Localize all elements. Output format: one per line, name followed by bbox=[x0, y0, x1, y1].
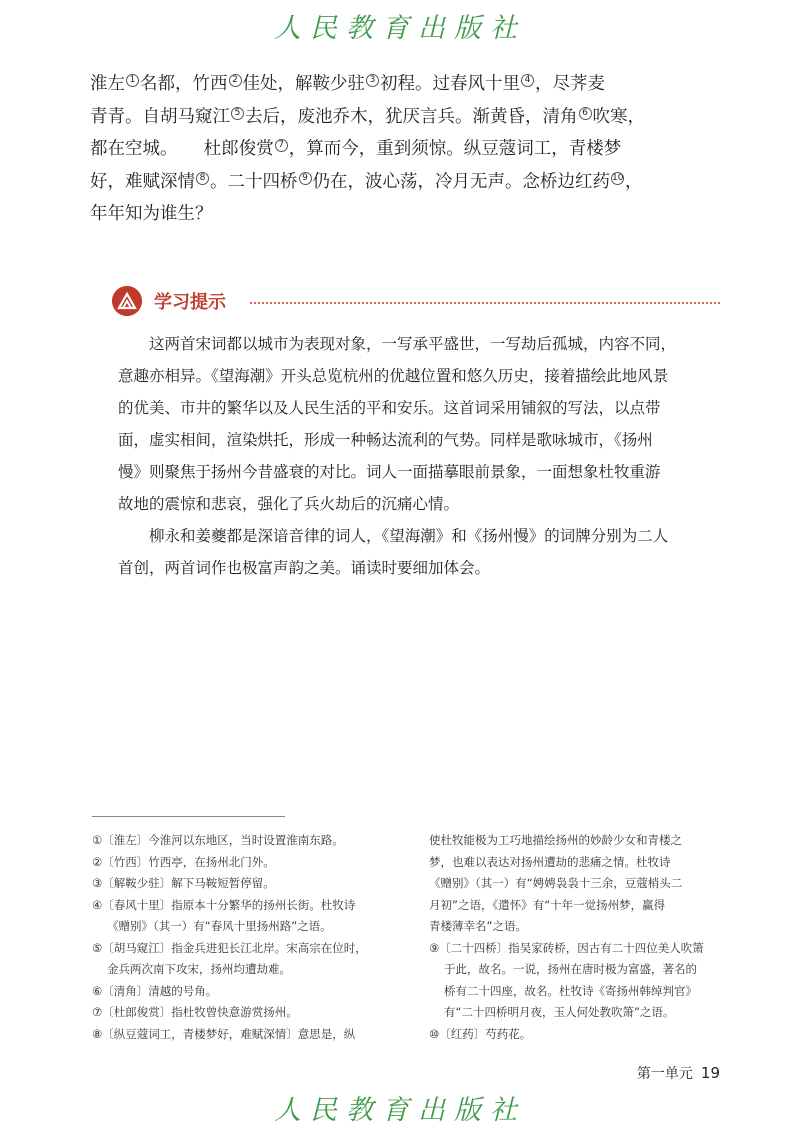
poem-text-run: 淮左 bbox=[90, 74, 125, 94]
study-tips-header bbox=[112, 286, 722, 318]
poem-text-run: 好，难赋深情 bbox=[90, 171, 195, 192]
page-footer bbox=[637, 1063, 720, 1083]
footnote-line: 桥有二十四座，故名。杜牧诗《寄扬州韩绰判官》 bbox=[444, 983, 697, 998]
poem-text bbox=[90, 68, 645, 231]
dotted-divider bbox=[250, 302, 720, 304]
poem-text-run: 吹寒， bbox=[592, 106, 645, 127]
poem-line bbox=[90, 133, 622, 166]
text-line: 慢》则聚焦于扬州今昔盛衰的对比。词人一面描摹眼前景象，一面想象杜牧重游 bbox=[118, 463, 661, 481]
poem-text-run: ，尽荠麦 bbox=[535, 74, 605, 94]
text-line: 首创，两首词作也极富声韵之美。诵读时要细加体会。 bbox=[118, 559, 491, 577]
study-tips-title: 学习提示 bbox=[154, 292, 226, 313]
text-line: 意趣亦相异。《望海潮》开头总览杭州的优越位置和悠久历史，接着描绘此地风景 bbox=[118, 367, 669, 385]
footnote-line: ⑥〔清角〕清越的号角。 bbox=[92, 983, 218, 998]
footnote-divider bbox=[92, 816, 285, 817]
footnote-line: 《赠别》（其一）有“春风十里扬州路”之语。 bbox=[107, 919, 332, 933]
footnote-marker[interactable]: 7 bbox=[275, 139, 288, 152]
footnote-line: ⑦〔杜郎俊赏〕指杜牧曾快意游赏扬州。 bbox=[92, 1005, 298, 1019]
text-line: 面，虚实相间，渲染烘托，形成一种畅达流利的气势。同样是歌咏城市，《扬州 bbox=[118, 431, 653, 449]
footnote-line: 《赠别》（其一）有“娉娉袅袅十三余，豆蔻梢头二 bbox=[429, 876, 683, 890]
study-tips-icon bbox=[112, 286, 142, 316]
tips-paragraph-2 bbox=[118, 520, 696, 584]
footnote-marker[interactable]: 2 bbox=[229, 74, 242, 87]
poem-text-run: ， bbox=[625, 171, 643, 192]
text-line: 这两首宋词都以城市为表现对象，一写承平盛世，一写劫后孤城，内容不同， bbox=[118, 335, 677, 353]
footnote-line: 青楼薄幸名”之语。 bbox=[429, 919, 527, 933]
poem-text-run: 初程。过春风十里 bbox=[380, 74, 520, 94]
footnote-line: 于此，故名。一说，扬州在唐时极为富盛，著名的 bbox=[444, 962, 697, 976]
footnote-marker[interactable]: 6 bbox=[579, 107, 592, 120]
footnote-marker[interactable]: 4 bbox=[521, 74, 534, 87]
unit-label: 第一单元 bbox=[636, 1066, 693, 1082]
poem-text-run: 名都，竹西 bbox=[140, 74, 228, 94]
poem-text-run: 。二十四桥 bbox=[210, 171, 298, 192]
footnote-line: 有“二十四桥明月夜，玉人何处教吹箫”之语。 bbox=[444, 1005, 675, 1019]
footnotes-left-column bbox=[92, 830, 422, 1045]
poem-text-run: ，算而今，重到须惊。纵豆蔻词工，青楼梦 bbox=[288, 139, 622, 159]
poem-line bbox=[90, 166, 643, 199]
footnote-marker[interactable]: 8 bbox=[196, 172, 209, 185]
footnote-line: ②〔竹西〕竹西亭，在扬州北门外。 bbox=[92, 854, 275, 869]
footnote-marker[interactable]: 3 bbox=[366, 74, 379, 87]
footnote-line: ⑧〔纵豆蔻词工，青楼梦好，难赋深情〕意思是，纵 bbox=[92, 1026, 356, 1041]
footnote-line: ⑩〔红药〕芍药花。 bbox=[429, 1026, 532, 1041]
footnote-line: ⑤〔胡马窥江〕指金兵进犯长江北岸。宋高宗在位时， bbox=[92, 940, 367, 955]
text-line: 故地的震惊和悲哀，强化了兵火劫后的沉痛心情。 bbox=[118, 495, 460, 513]
poem-text-run: 仍在，波心荡，冷月无声。念桥边红药 bbox=[312, 171, 610, 192]
footnote-marker[interactable]: 5 bbox=[231, 107, 244, 120]
poem-line bbox=[90, 101, 645, 134]
footnote-line: 梦，也难以表达对扬州遭劫的悲痛之情。杜牧诗 bbox=[429, 854, 671, 869]
study-tips-body bbox=[118, 328, 696, 584]
poem-text-run: 年年知为谁生？ bbox=[90, 204, 213, 224]
footnote-line: 月初”之语，《遣怀》有“十年一觉扬州梦，赢得 bbox=[429, 897, 666, 912]
text-line: 柳永和姜夔都是深谙音律的词人，《望海潮》和《扬州慢》的词牌分别为二人 bbox=[118, 527, 669, 545]
footnote-line: 金兵两次南下攻宋，扬州均遭劫难。 bbox=[107, 962, 291, 976]
page-number: 19 bbox=[700, 1064, 720, 1082]
footnotes-right-column bbox=[429, 830, 729, 1045]
publisher-logo-top: 人民教育出版社 bbox=[274, 13, 526, 44]
publisher-logo-bottom: 人民教育出版社 bbox=[274, 1095, 526, 1126]
footnote-line: ①〔淮左〕今淮河以东地区，当时设置淮南东路。 bbox=[92, 833, 344, 847]
poem-text-run: 都在空城。 bbox=[90, 139, 169, 159]
footnote-line: ③〔解鞍少驻〕解下马鞍短暂停留。 bbox=[92, 876, 275, 890]
poem-text-run: 青青。自胡马窥江 bbox=[90, 106, 230, 127]
footnote-marker[interactable]: 1 bbox=[126, 74, 139, 87]
tips-paragraph-1 bbox=[118, 328, 696, 520]
text-line: 的优美、市井的繁华以及人民生活的平和安乐。这首词采用铺叙的写法，以点带 bbox=[118, 399, 661, 417]
poem-line bbox=[90, 68, 605, 101]
footnote-line: ④〔春风十里〕指原本十分繁华的扬州长街。杜牧诗 bbox=[92, 897, 356, 912]
footnote-line: 使杜牧能极为工巧地描绘扬州的妙龄少女和青楼之 bbox=[429, 833, 682, 847]
footnote-marker[interactable]: 9 bbox=[299, 172, 312, 185]
poem-text-run: 佳处，解鞍少驻 bbox=[242, 74, 365, 94]
poem-line bbox=[90, 198, 590, 231]
poem-text-run: 去后，废池乔木，犹厌言兵。渐黄昏，清角 bbox=[245, 106, 578, 127]
poem-text-run: 杜郎俊赏 bbox=[168, 139, 274, 159]
footnote-line: ⑨〔二十四桥〕指吴家砖桥，因古有二十四位美人吹箫 bbox=[429, 940, 704, 955]
footnote-marker[interactable]: 10 bbox=[612, 172, 624, 183]
